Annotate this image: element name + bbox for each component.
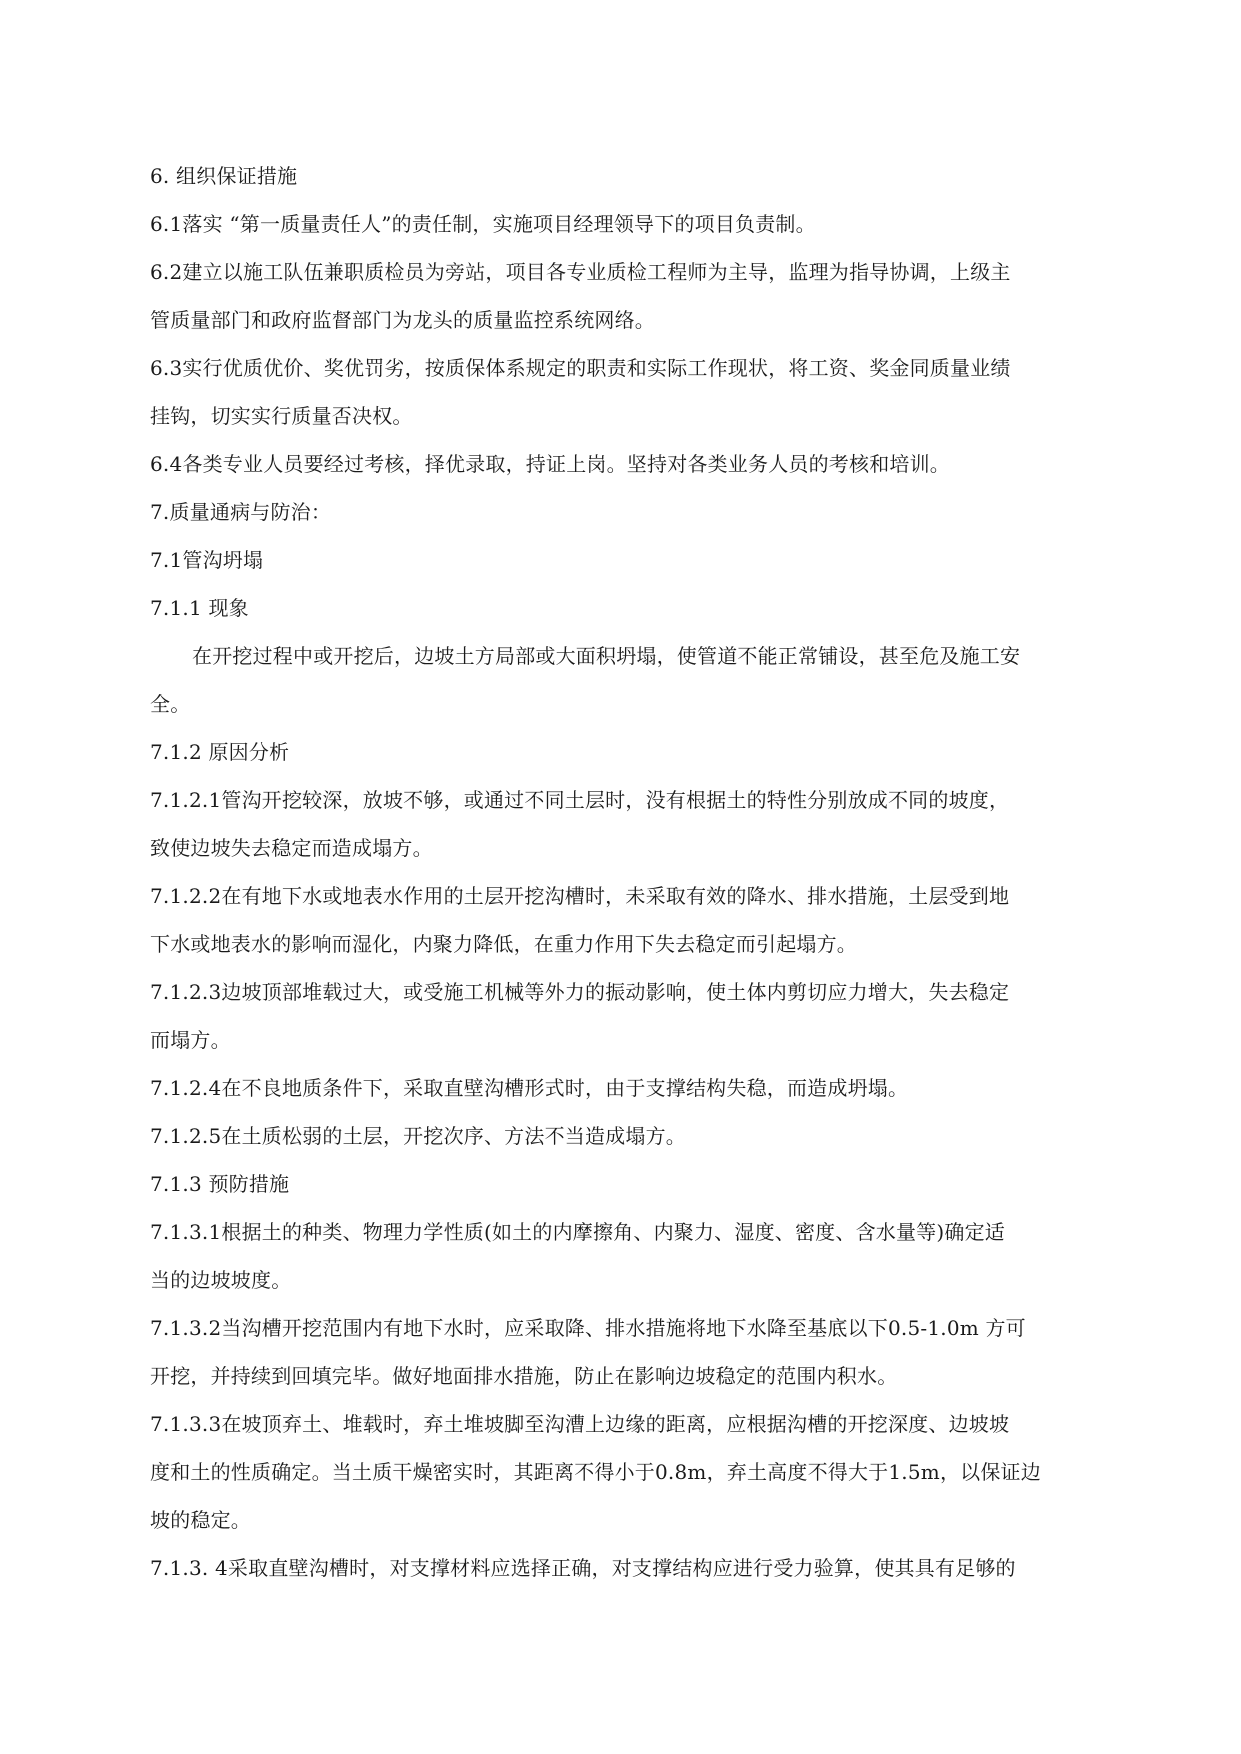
paragraph-7-1-3-4-line-1: 7.1.3. 4采取直壁沟槽时，对支撑材料应选择正确，对支撑结构应进行受力验算，使其具有足够的 [150, 1556, 1016, 1580]
paragraph-7-1-3-2-line-1: 7.1.3.2当沟槽开挖范围内有地下水时，应采取降、排水措施将地下水降至基底以下0.5-1.0m 方可 [150, 1316, 1026, 1340]
paragraph-6-2-line-1: 6.2建立以施工队伍兼职质检员为旁站，项目各专业质检工程师为主导，监理为指导协调，上级主 [150, 260, 1011, 284]
paragraph-7-1-2-3-line-1: 7.1.2.3边坡顶部堆载过大，或受施工机械等外力的振动影响，使土体内剪切应力增大，失去稳定 [150, 980, 1010, 1004]
heading-7-1: 7.1管沟坍塌 [150, 548, 264, 572]
paragraph-7-1-2-2-line-2: 下水或地表水的影响而湿化，内聚力降低，在重力作用下失去稳定而引起塌方。 [150, 932, 857, 956]
document-page [150, 0, 1090, 1754]
paragraph-7-1-3-3-line-1: 7.1.3.3在坡顶弃土、堆载时，弃土堆坡脚至沟漕上边缘的距离，应根据沟槽的开挖深度、边坡坡 [150, 1412, 1010, 1436]
paragraph-7-1-1-line-2: 全。 [150, 692, 191, 716]
heading-7-1-1: 7.1.1 现象 [150, 596, 249, 620]
paragraph-6-1: 6.1落实 “第一质量责任人”的责任制，实施项目经理领导下的项目负责制。 [150, 212, 816, 236]
paragraph-7-1-1-line-1: 在开挖过程中或开挖后，边坡土方局部或大面积坍塌，使管道不能正常铺设，甚至危及施工安 [192, 644, 1021, 668]
paragraph-7-1-2-5: 7.1.2.5在土质松弱的土层，开挖次序、方法不当造成塌方。 [150, 1124, 686, 1148]
paragraph-7-1-2-4: 7.1.2.4在不良地质条件下，采取直壁沟槽形式时，由于支撑结构失稳，而造成坍塌。 [150, 1076, 909, 1100]
paragraph-7-1-2-1-line-1: 7.1.2.1管沟开挖较深，放坡不够，或通过不同土层时，没有根据土的特性分别放成不同的坡度， [150, 788, 1010, 812]
paragraph-7-1-3-3-line-2: 度和土的性质确定。当土质干燥密实时，其距离不得小于0.8m，弃土高度不得大于1.5m，以保证边 [150, 1460, 1041, 1484]
paragraph-7-1-2-3-line-2: 而塌方。 [150, 1028, 231, 1052]
paragraph-6-2-line-2: 管质量部门和政府监督部门为龙头的质量监控系统网络。 [150, 308, 655, 332]
paragraph-6-3-line-2: 挂钩，切实实行质量否决权。 [150, 404, 413, 428]
paragraph-7-1-3-2-line-2: 开挖，并持续到回填完毕。做好地面排水措施，防止在影响边坡稳定的范围内积水。 [150, 1364, 898, 1388]
heading-7: 7.质量通病与防治： [150, 500, 332, 524]
paragraph-7-1-2-1-line-2: 致使边坡失去稳定而造成塌方。 [150, 836, 433, 860]
heading-7-1-3: 7.1.3 预防措施 [150, 1172, 290, 1196]
paragraph-6-3-line-1: 6.3实行优质优价、奖优罚劣，按质保体系规定的职责和实际工作现状，将工资、奖金同质量业绩 [150, 356, 1011, 380]
heading-7-1-2: 7.1.2 原因分析 [150, 740, 290, 764]
paragraph-7-1-3-3-line-3: 坡的稳定。 [150, 1508, 251, 1532]
paragraph-7-1-3-1-line-1: 7.1.3.1根据土的种类、物理力学性质(如土的内摩擦角、内聚力、湿度、密度、含水量等)确定适 [150, 1220, 1005, 1244]
paragraph-7-1-2-2-line-1: 7.1.2.2在有地下水或地表水作用的土层开挖沟槽时，未采取有效的降水、排水措施，土层受到地 [150, 884, 1010, 908]
paragraph-6-4: 6.4各类专业人员要经过考核，择优录取，持证上岗。坚持对各类业务人员的考核和培训。 [150, 452, 951, 476]
paragraph-7-1-3-1-line-2: 当的边坡坡度。 [150, 1268, 292, 1292]
heading-6: 6. 组织保证措施 [150, 164, 298, 188]
